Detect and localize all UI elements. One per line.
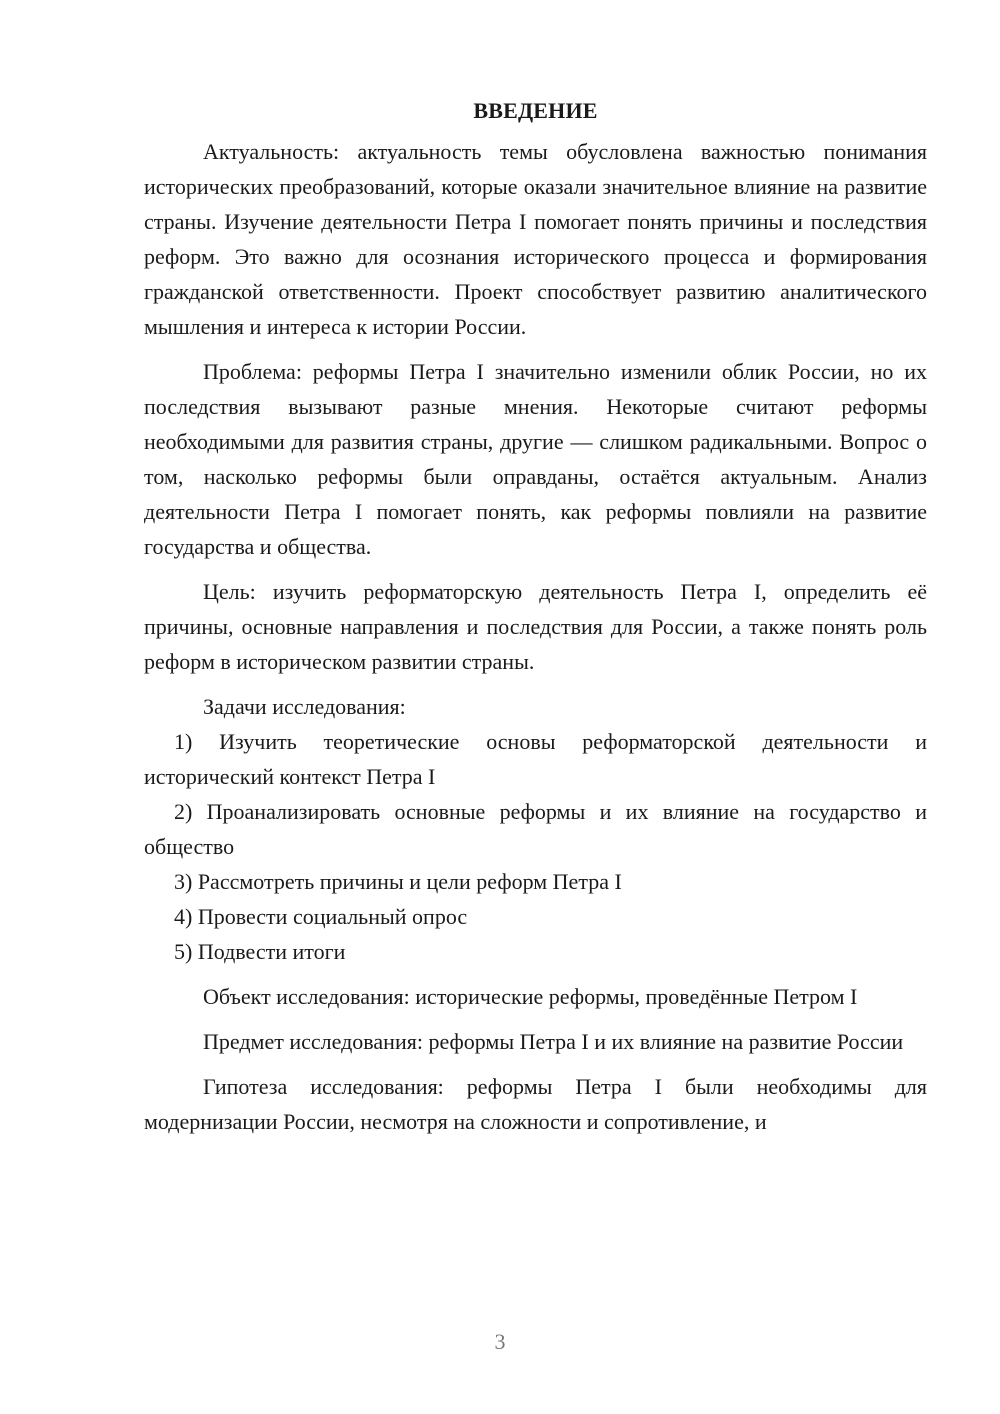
task-item-4: 4) Провести социальный опрос: [174, 904, 468, 929]
paragraph-object: Объект исследования: исторические реформы, проведённые Петром I: [203, 984, 858, 1009]
page-content: [144, 93, 927, 1139]
task-item-5: 5) Подвести итоги: [174, 939, 346, 964]
page-number: 3: [494, 1329, 506, 1354]
tasks-heading: Задачи исследования:: [203, 694, 406, 719]
paragraph-hypothesis: Гипотеза исследования: реформы Петра I были необходимы для модернизации России, несмотря на сложности и сопротивление, и: [144, 1074, 927, 1134]
paragraph-relevance: Актуальность: актуальность темы обусловлена важностью понимания исторических преобразований, которые оказали значительное влияние на развитие страны. Изучение деятельности Петра I помогает понять причины и последствия реформ. Это важно для осознания исторического процесса и формирования гражданской ответственности. Проект способствует развитию аналитического мышления и интереса к истории России.: [144, 139, 927, 339]
paragraph-subject: Предмет исследования: реформы Петра I и их влияние на развитие России: [203, 1029, 904, 1054]
task-item-3: 3) Рассмотреть причины и цели реформ Петра I: [174, 869, 622, 894]
task-item-1: 1) Изучить теоретические основы реформаторской деятельности и исторический контекст Петра I: [144, 729, 927, 789]
section-title: ВВЕДЕНИЕ: [473, 98, 598, 123]
paragraph-problem: Проблема: реформы Петра I значительно изменили облик России, но их последствия вызывают разные мнения. Некоторые считают реформы необходимыми для развития страны, другие — слишком радикальными. Вопрос о том, насколько реформы были оправданы, остаётся актуальным. Анализ деятельности Петра I помогает понять, как реформы повлияли на развитие государства и общества.: [144, 359, 927, 559]
paragraph-goal: Цель: изучить реформаторскую деятельность Петра I, определить её причины, основные направления и последствия для России, а также понять роль реформ в историческом развитии страны.: [144, 579, 927, 674]
task-item-2: 2) Проанализировать основные реформы и их влияние на государство и общество: [144, 799, 927, 859]
